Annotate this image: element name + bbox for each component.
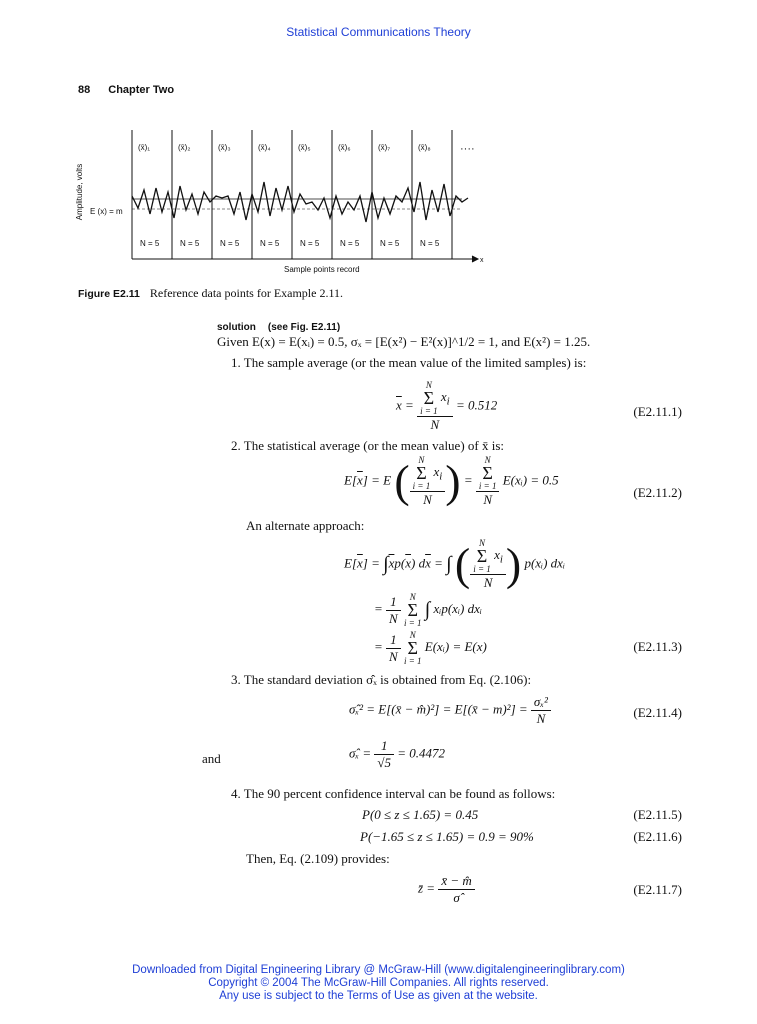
n-label-5: N = 5 [300,239,320,248]
step-3: 3. The standard deviation σ̂ₓ is obtained from Eq. (2.106): [231,672,532,687]
mean-label: E (x) = m [90,207,123,216]
equation-e2-11-6: P(−1.65 ≤ z ≤ 1.65) = 0.9 = 90% [360,829,534,844]
group-label-6: (x̄)₆ [338,143,351,152]
figure-caption-label: Figure E2.11 [78,288,140,300]
and-text: and [202,751,221,766]
x-axis-arrow [472,256,478,262]
step-2: 2. The statistical average (or the mean value) of x̄ is: [231,438,505,453]
figure-caption-text: Reference data points for Example 2.11. [149,286,344,300]
equation-e2-11-1: $\overline{x}$ = N Σ i = 1 $x_i$ N = 0.512 [396,380,498,432]
equation-e2-11-2: $E[\overline{x}] = E$ ( N Σ i = 1 $x_i$ N ) = N Σ i = 1 N E(xᵢ) = 0.5 [344,455,559,507]
group-label-7: (x̄)₇ [378,143,391,152]
figure-caption [78,286,343,301]
solution-heading: solution (see Fig. E2.11) [217,322,341,333]
alternate-approach: An alternate approach: [246,518,365,533]
group-label-3: (x̄)₃ [218,143,231,152]
equation-e2-11-3-line2: = $\frac{1}{N}$ N Σ i = 1 ∫ xᵢp(xᵢ) dxᵢ [374,592,482,628]
eq-number-3: (E2.11.3) [633,639,682,654]
n-label-3: N = 5 [220,239,240,248]
eq-number-4: (E2.11.4) [633,705,682,720]
footer-line-1: Downloaded from Digital Engineering Library @ McGraw-Hill (www.digitalengineeringlibrary.com) [132,964,625,976]
step-4: 4. The 90 percent confidence interval can be found as follows: [231,786,556,801]
figure-ellipsis: ···· [460,143,475,155]
n-label-2: N = 5 [180,239,200,248]
chapter-title: Chapter Two [108,84,175,96]
equation-e2-11-3-line1: $E[\overline{x}] = \int\overline{x}p(\overline{x}) d\overline{x}$ = ∫ ( N Σ i = 1 $x_i$ N ) p(xᵢ) dxᵢ [344,538,565,590]
n-label-4: N = 5 [260,239,280,248]
eq-number-2: (E2.11.2) [633,485,682,500]
x-axis-label: Sample points record [284,265,360,274]
n-label-8: N = 5 [420,239,440,248]
step-1: 1. The sample average (or the mean value of the limited samples) is: [231,355,587,370]
given-statement: Given E(x) = E(xᵢ) = 0.5, σₓ = [E(x²) − E²(x)]^1/2 = 1, and E(x²) = 1.25. [217,334,591,349]
group-label-2: (x̄)₂ [178,143,191,152]
running-title: Statistical Communications Theory [286,25,471,39]
group-label-8: (x̄)₈ [418,143,431,152]
download-footer [0,964,757,1003]
eq-number-7: (E2.11.7) [633,882,682,897]
group-label-5: (x̄)₅ [298,143,311,152]
then-text: Then, Eq. (2.109) provides: [246,851,390,866]
equation-sigma-hat: σ̂ₓ = $\frac{1}{√5}$ = 0.4472 [349,738,446,770]
equation-e2-11-3-line3: = $\frac{1}{N}$ N Σ i = 1 E(xᵢ) = E(x) [374,630,487,666]
figure-e2-11 [70,122,510,280]
n-label-7: N = 5 [380,239,400,248]
page-header [78,84,174,96]
page-number: 88 [78,84,91,96]
equation-e2-11-5: P(0 ≤ z ≤ 1.65) = 0.45 [362,807,479,822]
eq-number-6: (E2.11.6) [633,829,682,844]
x-symbol: x [480,257,484,264]
equation-e2-11-7: z̄ = $\frac{x̄ - m̂}{\sigmâ}$ [418,873,475,906]
footer-line-3: Any use is subject to the Terms of Use as given at the website. [219,990,538,1002]
group-label-4: (x̄)₄ [258,143,271,152]
footer-line-2: Copyright © 2004 The McGraw-Hill Companies. All rights reserved. [208,977,549,989]
sample-waveform [132,182,468,222]
equation-e2-11-4: σ̂ₓ² = E[(x̄ − m̂)²] = E[(x̄ − m)²] = $\frac{\text{σₓ²}}{N}$ [349,694,551,727]
y-axis-label: Amplitude, volts [75,163,84,221]
group-label-1: (x̄)₁ [138,143,151,152]
eq-number-1: (E2.11.1) [633,404,682,419]
eq-number-5: (E2.11.5) [633,807,682,822]
n-label-6: N = 5 [340,239,360,248]
n-label-1: N = 5 [140,239,160,248]
